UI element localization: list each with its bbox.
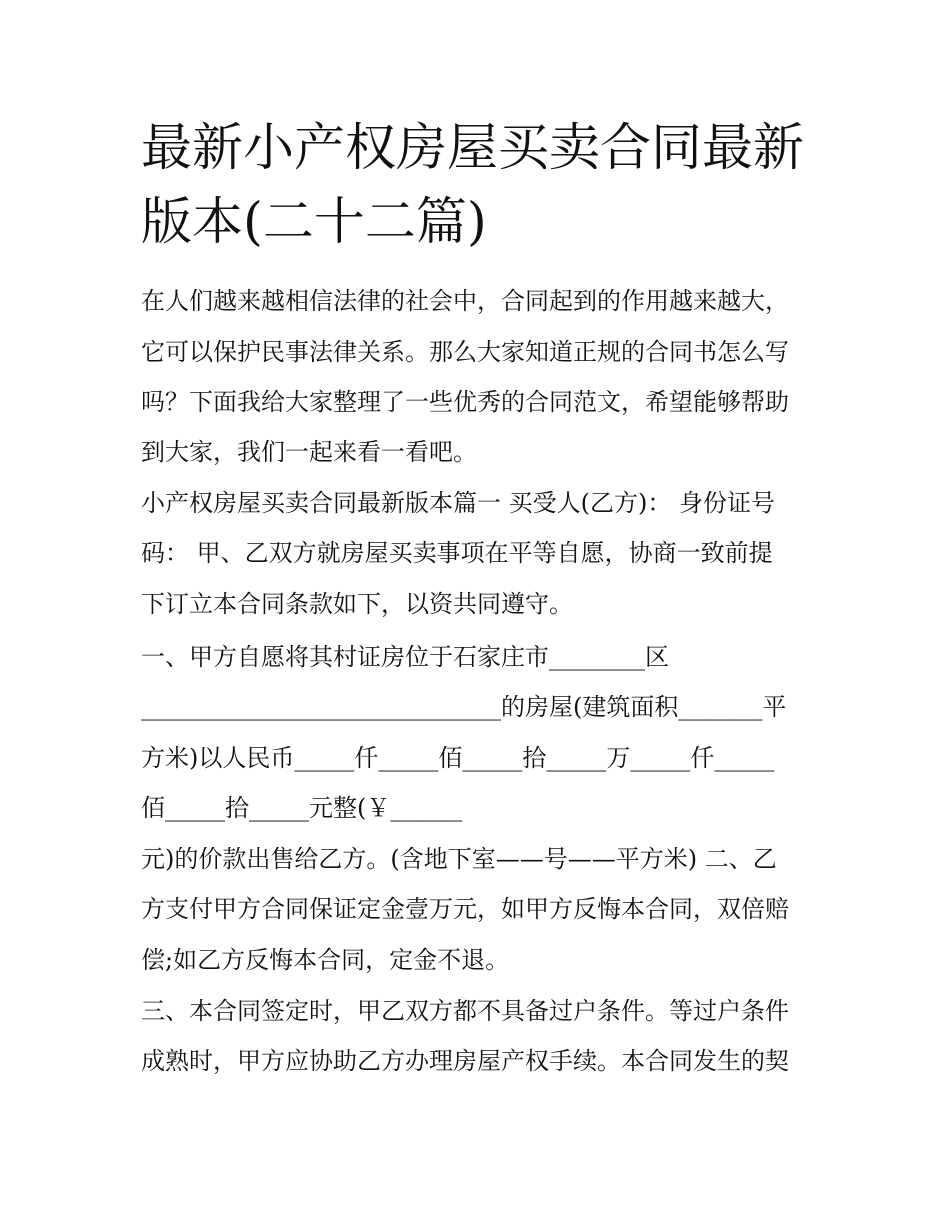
title-line-2: 版本(二十二篇) (141, 193, 487, 252)
document-title (141, 112, 821, 260)
clause-three-line-1: 三、本合同签定时，甲乙双方都不具备过户条件。等过户条件 (141, 997, 789, 1025)
clause-two-line-2: 方支付甲方合同保证定金壹万元，如甲方反悔本合同，双倍赔 (141, 895, 789, 923)
section-one-line-3: 下订立本合同条款如下，以资共同遵守。 (141, 590, 573, 618)
clause-one-line-1: 一、甲方自愿将其村证房位于石家庄市________区 (141, 643, 669, 671)
section-one-line-2: 码： 甲、乙双方就房屋买卖事项在平等自愿，协商一致前提 (141, 539, 773, 567)
clause-three-line-2: 成熟时，甲方应协助乙方办理房屋产权手续。本合同发生的契 (141, 1047, 789, 1075)
intro-line-2: 它可以保护民事法律关系。那么大家知道正规的合同书怎么写 (141, 338, 789, 366)
section-one-line-1: 小产权房屋买卖合同最新版本篇一 买受人(乙方)： 身份证号 (141, 489, 775, 517)
title-line-1: 最新小产权房屋买卖合同最新 (141, 119, 805, 178)
clause-one-line-3: 方米)以人民币_____仟_____佰_____拾_____万_____仟_____ (141, 744, 775, 772)
clause-one-line-2: ______________________________的房屋(建筑面积_______平 (141, 693, 787, 721)
clause-one-line-4: 佰_____拾_____元整(￥______ (141, 794, 463, 822)
intro-line-3: 吗？下面我给大家整理了一些优秀的合同范文，希望能够帮助 (141, 388, 789, 416)
clause-two-line-1: 元)的价款出售给乙方。(含地下室——号——平方米) 二、乙 (141, 845, 777, 873)
clause-two-line-3: 偿;如乙方反悔本合同，定金不退。 (141, 946, 510, 974)
intro-line-1: 在人们越来越相信法律的社会中，合同起到的作用越来越大， (141, 287, 789, 315)
intro-line-4: 到大家，我们一起来看一看吧。 (141, 438, 477, 466)
